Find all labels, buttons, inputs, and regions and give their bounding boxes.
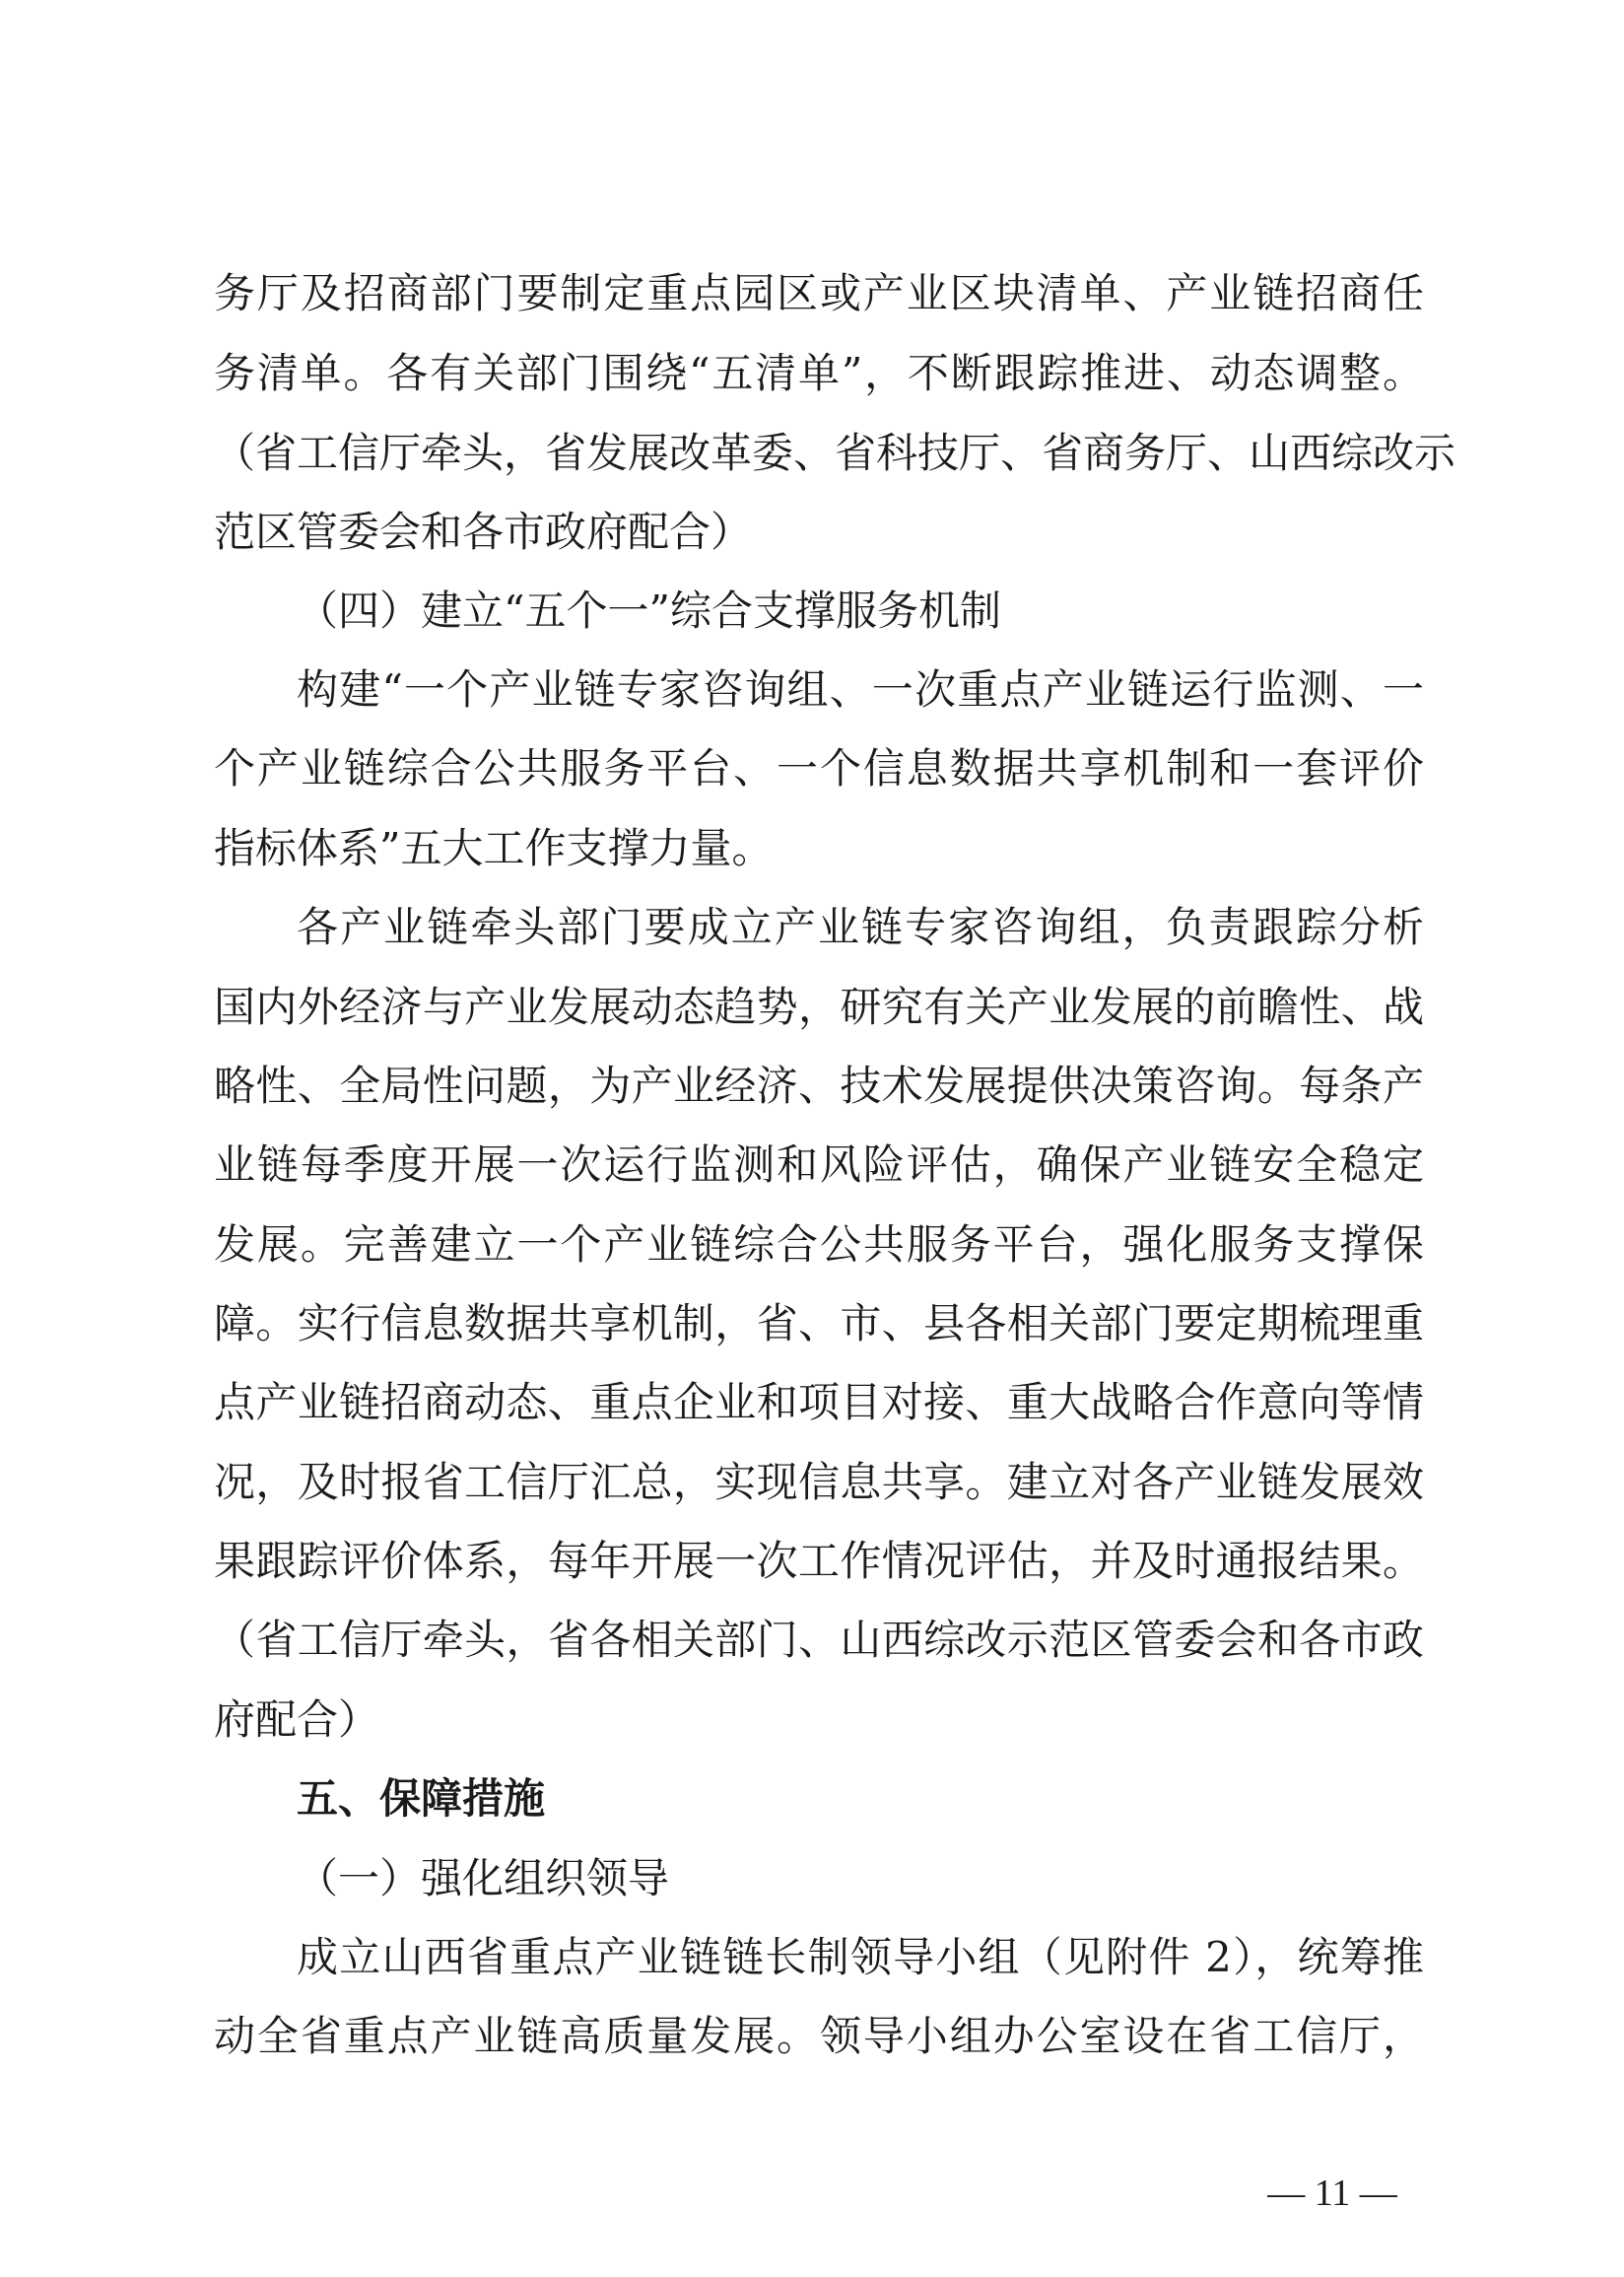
body-line: 点产业链招商动态、重点企业和项目对接、重大战略合作意向等情: [214, 1378, 1424, 1426]
body-line: 果跟踪评价体系，每年开展一次工作情况评估，并及时通报结果。: [214, 1537, 1424, 1585]
body-line: 指标体系”五大工作支撑力量。: [214, 824, 774, 872]
page-number: — 11 —: [1267, 2173, 1397, 2214]
body-line: 范区管委会和各市政府配合）: [214, 508, 753, 556]
body-line: 各产业链牵头部门要成立产业链专家咨询组，负责跟踪分析: [297, 903, 1424, 951]
body-line: 况，及时报省工信厅汇总，实现信息共享。建立对各产业链发展效: [214, 1458, 1424, 1506]
body-line: 国内外经济与产业发展动态趋势，研究有关产业发展的前瞻性、战: [214, 983, 1424, 1031]
section-heading-5: 五、保障措施: [297, 1774, 546, 1823]
body-line: （省工信厅牵头，省发展改革委、省科技厅、省商务厅、山西综改示: [214, 429, 1456, 477]
section-heading-4: （四）建立“五个一”综合支撑服务机制: [297, 586, 1001, 635]
body-line: 成立山西省重点产业链链长制领导小组（见附件 2），统筹推: [297, 1933, 1424, 1981]
body-line: 务清单。各有关部门围绕“五清单”，不断跟踪推进、动态调整。: [214, 349, 1424, 397]
body-line: 府配合）: [214, 1695, 380, 1744]
body-line: 务厅及招商部门要制定重点园区或产业区块清单、产业链招商任: [214, 269, 1424, 317]
body-line: 动全省重点产业链高质量发展。领导小组办公室设在省工信厅，: [214, 2012, 1424, 2060]
body-line: 业链每季度开展一次运行监测和风险评估，确保产业链安全稳定: [214, 1140, 1424, 1189]
body-line: 障。实行信息数据共享机制，省、市、县各相关部门要定期梳理重: [214, 1299, 1424, 1347]
subsection-heading-1: （一）强化组织领导: [297, 1854, 670, 1902]
body-line: 发展。完善建立一个产业链综合公共服务平台，强化服务支撑保: [214, 1220, 1424, 1269]
body-line: 构建“一个产业链专家咨询组、一次重点产业链运行监测、一: [297, 665, 1424, 714]
body-line: 个产业链综合公共服务平台、一个信息数据共享机制和一套评价: [214, 744, 1424, 793]
body-line: 略性、全局性问题，为产业经济、技术发展提供决策咨询。每条产: [214, 1062, 1424, 1110]
body-line: （省工信厅牵头，省各相关部门、山西综改示范区管委会和各市政: [214, 1616, 1424, 1664]
